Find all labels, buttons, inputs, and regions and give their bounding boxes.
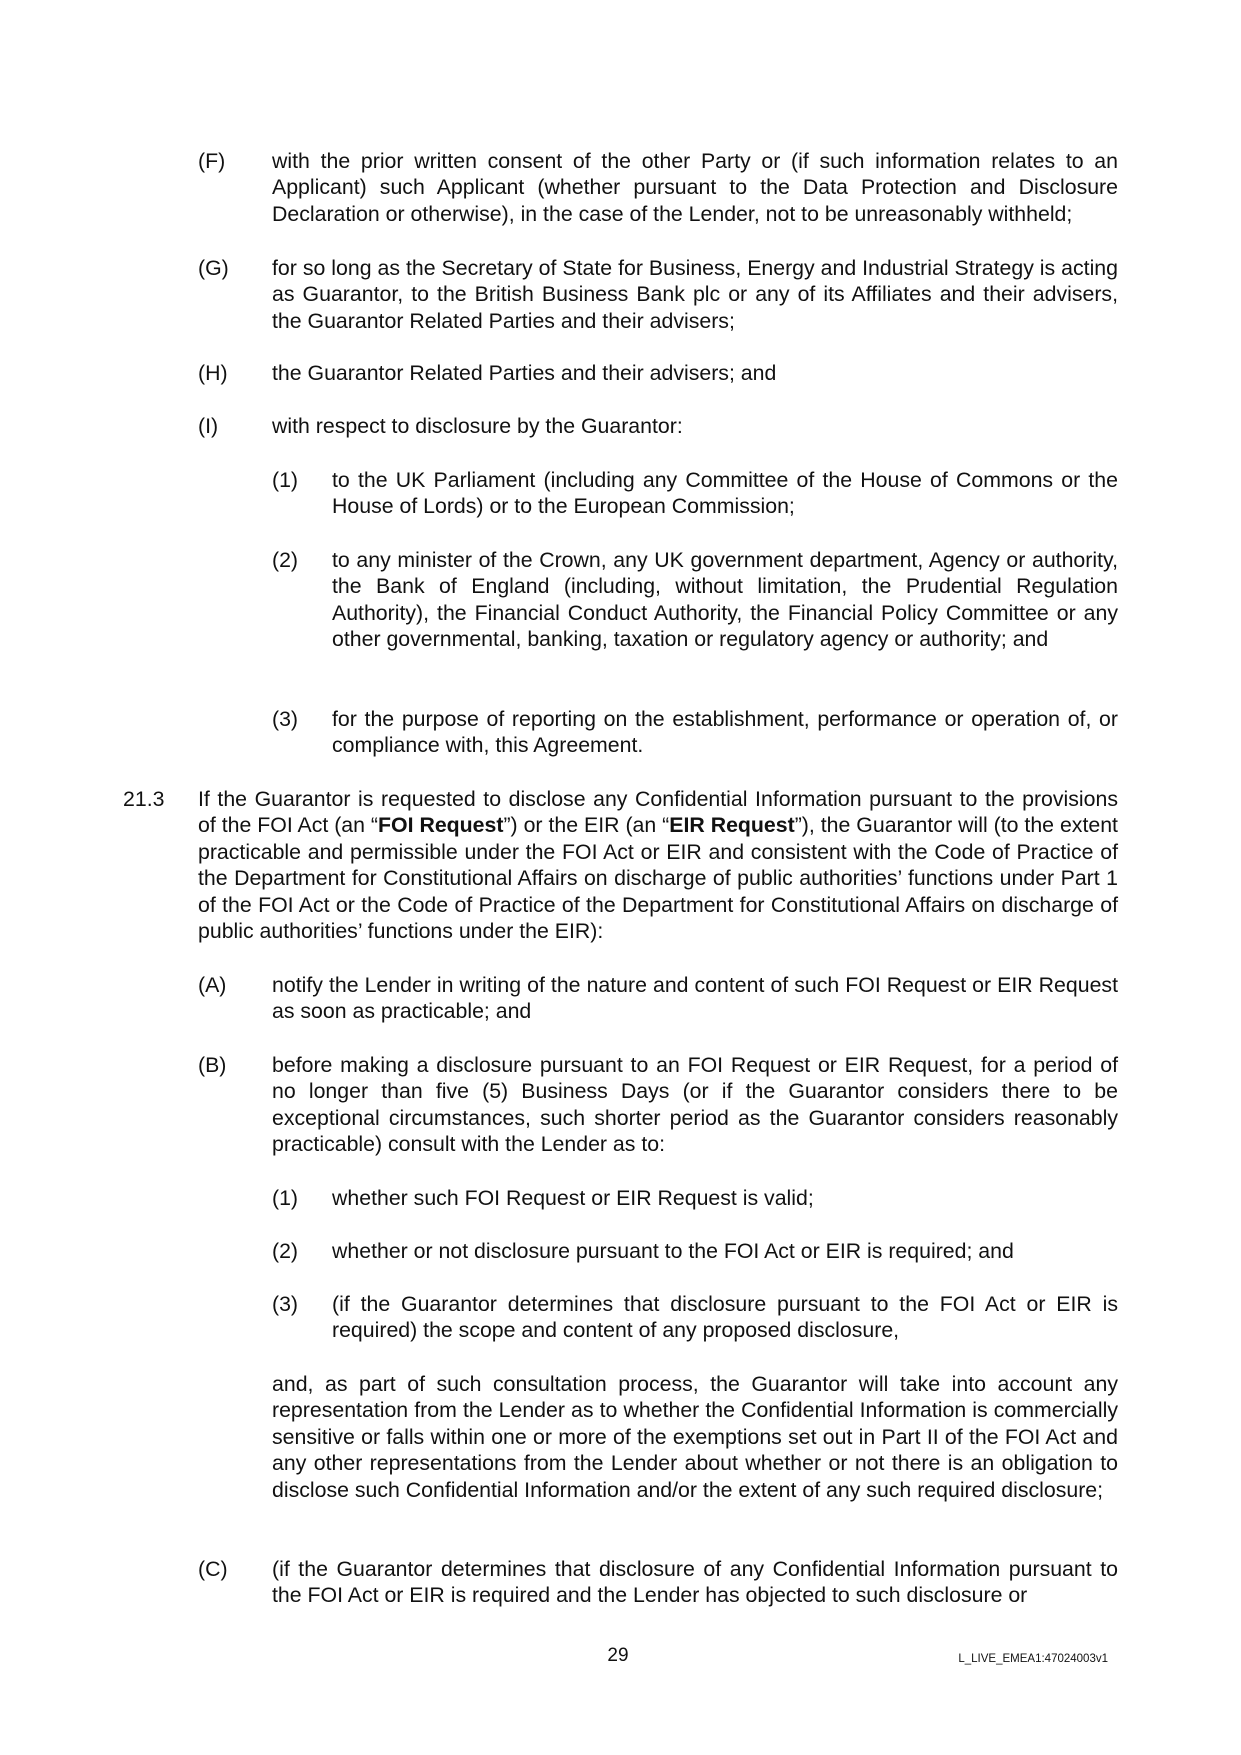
clause-text-c: (if the Guarantor determines that disclosure of any Confidential Information pursuant to the FOI Act or EIR is required and the Lender has objected to such disclosure or [272,1557,1118,1608]
clause-b-closing-text: and, as part of such consultation process, the Guarantor will take into account any representation from the Lender as to whether the Confidential Information is commercially sensitive or falls within one or more of the exemptions set out in Part II of the FOI Act and any other representations from the Lender about whether or not there is an obligation to disclose such Confidential Information and/or the extent of any such required disclosure; [272,1372,1118,1502]
clause-label-b: (B) [198,1053,227,1077]
clause-text-i: with respect to disclosure by the Guarantor: [272,414,683,438]
subclause-label-b1: (1) [272,1186,299,1210]
clause-label-a: (A) [198,973,227,997]
clause-text-g: for so long as the Secretary of State for Business, Energy and Industrial Strategy is acting as Guarantor, to the British Business Bank plc or any of its Affiliates and their advisers, the Guarantor Related Parties and their advisers; [272,256,1118,333]
clause-label-h: (H) [198,361,228,385]
clause-text-f: with the prior written consent of the other Party or (if such information relates to an Applicant) such Applicant (whether pursuant to the Data Protection and Disclosure Declaration or otherwise), in the case of the Lender, not to be unreasonably withheld; [272,149,1118,226]
clause-text-b: before making a disclosure pursuant to an FOI Request or EIR Request, for a period of no longer than five (5) Business Days (or if the Guarantor considers there to be exceptional circumstances, such shorter period as the Guarantor considers reasonably practicable) consult with the Lender as to: [272,1053,1118,1157]
clause-label-c: (C) [198,1557,228,1581]
subclause-label-i3: (3) [272,707,299,731]
subclause-text-i3: for the purpose of reporting on the establishment, performance or operation of, or compliance with, this Agreement. [332,707,1118,758]
defined-term-eir-request: EIR Request [669,813,795,838]
subclause-text-i1: to the UK Parliament (including any Committee of the House of Commons or the House of Lords) or to the European Commission; [332,468,1118,519]
clause-number-21-3: 21.3 [123,787,165,811]
subclause-text-b2: whether or not disclosure pursuant to the FOI Act or EIR is required; and [332,1239,1014,1263]
clause-text-21-3: If the Guarantor is requested to disclose any Confidential Information pursuant to the provisions of the FOI Act (an “FOI Request”) or the EIR (an “EIR Request”), the Guarantor will (to the extent practicable and permissible under the FOI Act or EIR and consistent with the Code of Practice of the Department for Constitutional Affairs on discharge of public authorities’ functions under Part 1 of the FOI Act or the Code of Practice of the Department for Constitutional Affairs on discharge of public authorities’ functions under the EIR): [198,787,1118,944]
subclause-label-i2: (2) [272,548,299,572]
subclause-text-b3: (if the Guarantor determines that disclosure pursuant to the FOI Act or EIR is required) the scope and content of any proposed disclosure, [332,1292,1118,1343]
subclause-label-b2: (2) [272,1239,299,1263]
clause-label-f: (F) [198,149,226,173]
subclause-text-b1: whether such FOI Request or EIR Request is valid; [332,1186,814,1210]
subclause-text-i2: to any minister of the Crown, any UK government department, Agency or authority, the Bank of England (including, without limitation, the Prudential Regulation Authority), the Financial Conduct Authority, the Financial Policy Committee or any other governmental, banking, taxation or regulatory agency or authority; and [332,548,1118,652]
subclause-label-b3: (3) [272,1292,299,1316]
subclause-label-i1: (1) [272,468,299,492]
clause-label-i: (I) [198,414,219,438]
clause-label-g: (G) [198,256,229,280]
clause-text-h: the Guarantor Related Parties and their advisers; and [272,361,777,385]
defined-term-foi-request: FOI Request [378,813,504,838]
document-reference: L_LIVE_EMEA1:47024003v1 [958,1653,1108,1665]
clause-text-a: notify the Lender in writing of the nature and content of such FOI Request or EIR Request as soon as practicable; and [272,973,1118,1024]
page-number: 29 [607,1645,629,1666]
